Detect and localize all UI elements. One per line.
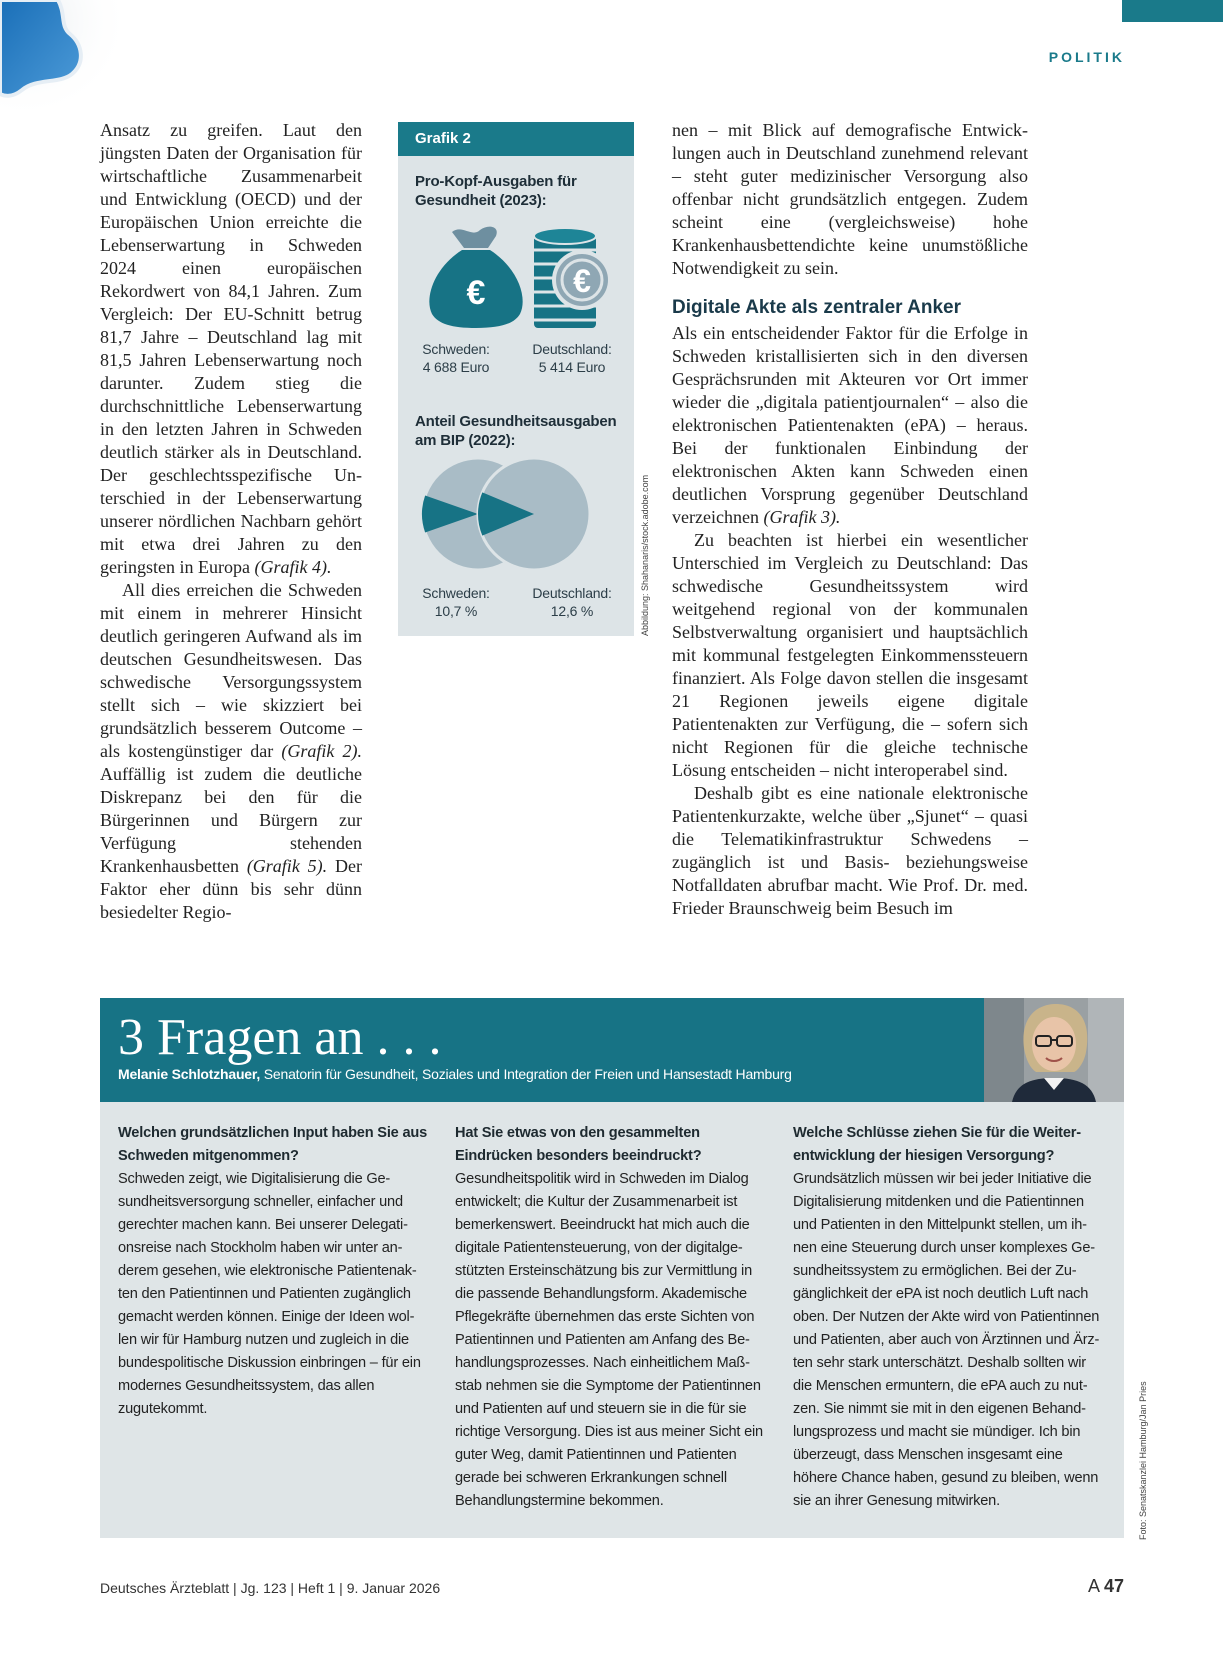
figure-reference: (Grafik 2). <box>281 741 363 761</box>
infographic-header: Grafik 2 <box>398 122 634 156</box>
interview-question-3 <box>793 1122 1103 1513</box>
answer-text: Gesundheitspolitik wird in Schweden im Dialog entwickelt; die Kultur der Zusammenarbeit ist bemerkenswert. Beeindruckt hat mich auch die digitale Patientensteuerung, von der digitalgestützten Ersteinschätzung bis zur Vermittlung in die passende Behandlungsform. Akademische Pflegekräfte übernehmen das erste Sichten von Patientinnen und Patienten am Anfang des Behandlungsprozesses. Nach einheitlichem Maßstab nehmen sie die Symptome der Patientinnen und Patienten auf und steuern sie in die für sie richtige Versorgung. Dies ist aus meiner Sicht ein guter Weg, damit Patientinnen und Patienten gerade bei schweren Erkrankungen schnell Behandlungstermine bekommen. <box>455 1171 763 1509</box>
paragraph-text: All dies erreichen die Schweden mit einem in mehrerer Hinsicht deutlich geringeren Aufwand als im deutschen Gesundheitswesen. Das schwedische Versorgungssystem stellt sich – wie skizziert bei grundsätzlich besserem Outcome – als kostengünstiger dar <box>100 580 362 761</box>
gdp-share-title: Anteil Gesundheitsausgaben am BIP (2022): <box>415 413 617 449</box>
interview-body <box>100 1102 1124 1538</box>
question-text: Welche Schlüsse ziehen Sie für die Weiterentwicklung der hiesigen Versorgung? <box>793 1125 1082 1164</box>
paragraph: nen – mit Blick auf demografische Entwicklungen auch in Deutschland zunehmend relevant – steht guter medizinischer Versorgung also offenbar nicht grundsätzlich entgegen. Zudem scheint eine (vergleichsweise) hohe Krankenhausbettendichte keine unumstößliche Notwendigkeit zu sein. <box>672 120 1028 278</box>
image-credit: Abbildung: Shahanaris/stock.adobe.com <box>640 474 650 636</box>
spend-sweden-value: 4 688 Euro <box>422 359 490 375</box>
figure-reference: (Grafik 4). <box>254 557 332 577</box>
question-text: Welchen grundsätzlichen Input haben Sie aus Schweden mitgenommen? <box>118 1125 427 1164</box>
infographic-panel <box>398 122 634 636</box>
portrait-photo <box>984 998 1124 1102</box>
figure-reference: (Grafik 3). <box>763 507 841 527</box>
question-text: Hat Sie etwas von den gesammelten Eindrücken besonders beeindruckt? <box>455 1125 702 1164</box>
corner-decoration <box>0 0 120 110</box>
article-right-column <box>672 119 1028 920</box>
paragraph: Deshalb gibt es eine nationale elektronische Patientenkurzakte, welche über „Sjunet“ – quasi die Telematikinfrastruktur Schwedens – zugänglich ist und Basis- beziehungsweise Notfalldaten abrufbar macht. Wie Prof. Dr. med. Frieder Braunschweig beim Besuch im <box>672 783 1028 918</box>
section-label: POLITIK <box>1048 49 1125 65</box>
share-germany-value: 12,6 % <box>550 603 594 619</box>
interviewee-name: Melanie Schlotzhauer, <box>118 1066 261 1082</box>
page-number-value: 47 <box>1103 1576 1124 1596</box>
photo-credit: Foto: Senatskanzlei Hamburg/Jan Pries <box>1138 1381 1148 1540</box>
spend-germany-label: Deutschland: <box>532 341 612 357</box>
paragraph <box>100 119 362 579</box>
share-sweden-value: 10,7 % <box>434 603 478 619</box>
share-sweden-label: Schweden: <box>422 585 490 601</box>
share-germany <box>522 584 622 620</box>
page-number <box>1060 1576 1124 1597</box>
spending-title: Pro-Kopf-Ausgaben für Gesundheit (2023): <box>415 173 577 209</box>
interview-title: 3 Fragen an . . . <box>118 1009 442 1066</box>
interview-question-1 <box>118 1122 428 1421</box>
page-prefix: A <box>1087 1576 1099 1596</box>
spend-germany <box>522 340 622 376</box>
paragraph-text: Der Faktor eher dünn bis sehr dünn besiedelter Regio- <box>100 856 362 922</box>
euro-symbol: € <box>573 263 591 299</box>
paragraph: Zu beachten ist hierbei ein wesentlicher Unterschied im Vergleich zu Deutschland: Das schwedische Gesundheitssystem wird weitgehend regional von der kommunalen Selbstverwaltung organisiert und hauptsächlich mit kommunal festgelegten Einkommenssteuern finanziert. Als Folge davon stellen die insgesamt 21 Regionen jeweils eigene digitale Patientenakten zur Verfügung, die – sofern sich nicht Regionen für die gleiche technische Lösung entscheiden – nicht interoperabel sind. <box>672 530 1028 780</box>
spend-germany-value: 5 414 Euro <box>538 359 606 375</box>
spend-sweden-label: Schweden: <box>422 341 490 357</box>
paragraph <box>672 322 1028 529</box>
subheading: Digitale Akte als zentraler Anker <box>672 297 961 318</box>
answer-text: Schweden zeigt, wie Digitalisierung die Gesundheitsversorgung schneller, einfacher und gerechter machen kann. Bei unserer Delegationsreise nach Stockholm haben wir unter anderem gesehen, wie elektronische Patientenakten den Patientinnen und Patienten zugänglich gemacht werden können. Einige der Ideen wollen wir für Hamburg nutzen und zugleich in die bundespolitische Diskussion einbringen – für ein modernes Gesundheitssystem, das allen zugutekommt. <box>118 1171 421 1417</box>
paragraph-text: Als ein entscheidender Faktor für die Erfolge in Schweden kristallisierten sich in den diversen Gesprächsrunden mit Akteuren vor Ort immer wieder die „digitala patientjournalen“ – also die elektronischen Patientenakten (ePA) – heraus. Bei der funktionalen Einbindung der elektronischen Akten kann Schweden einen deutlichen Vorsprung gegenüber Deutschland verzeichnen <box>672 323 1028 527</box>
money-bag-icon <box>429 227 522 328</box>
share-sweden <box>406 584 506 620</box>
footer-publication: Deutsches Ärzteblatt | Jg. 123 | Heft 1 | 9. Januar 2026 <box>100 1580 441 1596</box>
top-accent-bar <box>1122 0 1223 22</box>
spending-icons <box>422 222 612 332</box>
interview-question-2 <box>455 1122 765 1513</box>
paragraph-text: Auffällig ist zudem die deutliche Diskrepanz bei den für die Bürgerinnen und Bürgern zur Verfügung stehenden Krankenhausbetten <box>100 764 362 876</box>
share-germany-label: Deutschland: <box>532 585 612 601</box>
article-left-column <box>100 119 362 924</box>
gdp-share-pie-chart <box>416 456 616 584</box>
euro-coin-icon <box>552 250 612 310</box>
interviewee-role: Senatorin für Gesundheit, Soziales und Integration der Freien und Hansestadt Hamburg <box>263 1066 792 1082</box>
euro-symbol: € <box>466 274 486 312</box>
paragraph <box>100 579 362 924</box>
figure-reference: (Grafik 5). <box>246 856 328 876</box>
paragraph-text: Ansatz zu greifen. Laut den jüngsten Daten der Organisation für wirtschaftliche Zusammenarbeit und Entwicklung (OECD) und der Europäischen Union erreichte die Lebenserwartung in Schweden 2024 einen europäischen Rekordwert von 84,1 Jahren. Zum Vergleich: Der EU-Schnitt betrug 81,7 Jahre – Deutschland lag mit 81,5 Jahren Lebenserwartung noch darunter. Zudem stieg die durchschnittliche Lebenserwartung in den letzten Jahren in Schweden deutlich stärker als in Deutschland. Der geschlechtsspezifische Unterschied in der Lebenserwartung unserer nördlichen Nachbarn gehört mit etwa drei Jahren zu den geringsten in Europa <box>100 120 362 577</box>
answer-text: Grundsätzlich müssen wir bei jeder Initiative die Digitalisierung mitdenken und die Patientinnen und Patienten in den Mittelpunkt stellen, um ihnen eine Steuerung durch unser komplexes Gesundheitssystem zu ermöglichen. Bei der Zugänglichkeit der ePA ist noch deutlich Luft nach oben. Der Nutzen der Akte wird von Patientinnen und Patienten, aber auch von Ärztinnen und Ärzten sehr stark unterschätzt. Deshalb sollten wir die Menschen ermuntern, die ePA auch zu nutzen. Sie nimmt sie mit in den eigenen Behandlungsprozess und macht sie mündiger. Ich bin überzeugt, dass Menschen insgesamt eine höhere Chance haben, gesund zu bleiben, wenn sie an ihrer Genesung mitwirken. <box>793 1171 1100 1509</box>
interview-header <box>100 998 984 1102</box>
spend-sweden <box>406 340 506 376</box>
interview-subtitle <box>118 1066 792 1082</box>
